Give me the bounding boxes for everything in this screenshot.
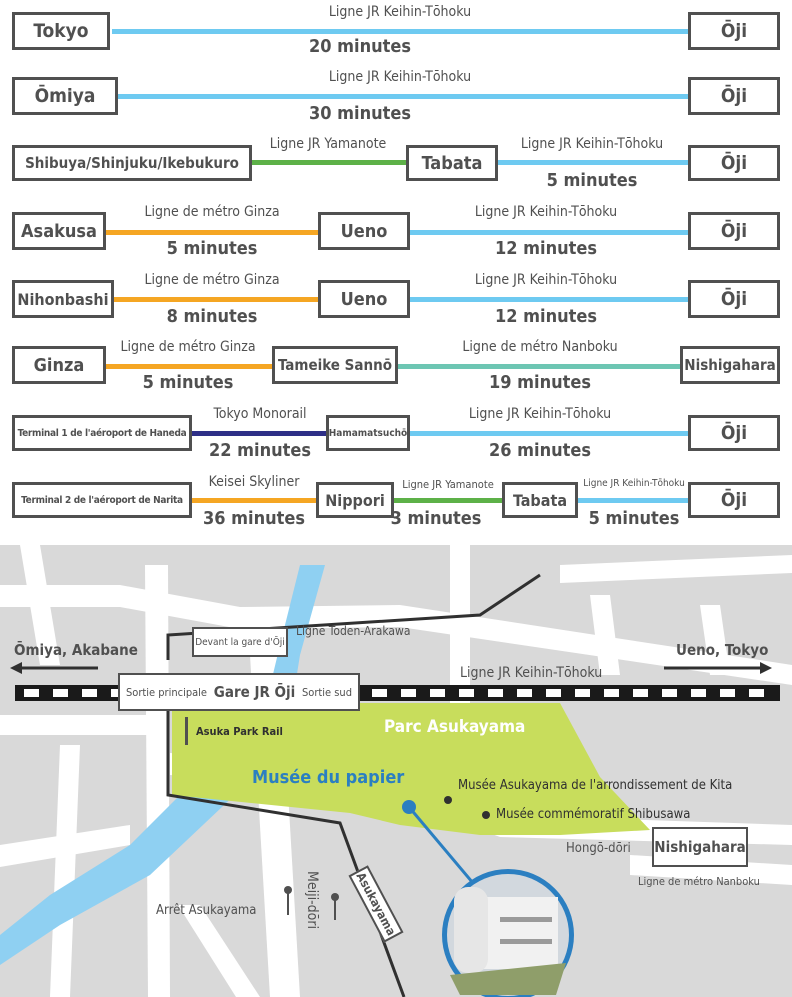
line-label: Tokyo Monorail <box>213 406 307 422</box>
track-tick <box>401 689 416 697</box>
area-map <box>0 545 792 997</box>
museum-tower <box>454 887 488 973</box>
travel-time: 5 minutes <box>166 238 258 259</box>
track-tick <box>546 689 561 697</box>
line-label: Keisei Skyliner <box>208 474 300 490</box>
station-oji: Ōji <box>688 415 780 451</box>
museum-window-band <box>500 939 552 944</box>
line-ginza <box>114 297 318 302</box>
station-ginza: Ginza <box>12 346 106 384</box>
exit-south: Sortie sud <box>302 685 352 699</box>
line-keihin-tohoku <box>410 431 688 436</box>
station-oji: Ōji <box>688 482 780 518</box>
museum-label: Musée du papier <box>252 767 405 788</box>
line-label: Ligne de métro Ginza <box>120 339 256 355</box>
asukayama-stop-label: Arrêt Asukayama <box>156 903 257 918</box>
road <box>145 565 170 997</box>
travel-time: 20 minutes <box>308 36 412 57</box>
station-ueno: Ueno <box>318 280 410 318</box>
travel-time: 5 minutes <box>546 170 638 191</box>
travel-time: 12 minutes <box>494 306 598 327</box>
jr-line-label: Ligne JR Keihin-Tōhoku <box>460 665 603 681</box>
park-rail-mark <box>185 717 188 745</box>
track-tick <box>430 689 445 697</box>
park-rail-label: Asuka Park Rail <box>196 725 283 738</box>
line-label: Ligne JR Keihin-Tōhoku <box>474 204 618 220</box>
museum-window-band <box>500 917 552 922</box>
travel-time: 19 minutes <box>488 372 592 393</box>
station-omiya: Ōmiya <box>12 77 118 115</box>
hongo-dori-label: Hongō-dōri <box>566 841 631 856</box>
line-keihin-tohoku <box>578 498 688 503</box>
station-name: Gare JR Ōji <box>213 683 296 701</box>
line-label: Ligne JR Keihin-Tōhoku <box>520 136 664 152</box>
museum-shibusawa-dot <box>482 811 490 819</box>
line-label: Ligne de métro Ginza <box>144 272 280 288</box>
asukayama-road-sign: Asukayama <box>348 865 403 942</box>
station-oji: Ōji <box>688 12 780 50</box>
travel-time: 5 minutes <box>142 372 234 393</box>
travel-time: 8 minutes <box>166 306 258 327</box>
line-label: Ligne JR Yamanote <box>269 136 387 152</box>
line-ginza <box>106 230 318 235</box>
travel-time: 3 minutes <box>390 508 482 529</box>
line-yamanote <box>394 498 502 503</box>
line-label: Ligne JR Keihin-Tōhoku <box>328 69 472 85</box>
station-tabata: Tabata <box>406 145 498 181</box>
station-tokyo: Tokyo <box>12 12 110 50</box>
track-tick <box>372 689 387 697</box>
line-keihin-tohoku <box>112 29 688 34</box>
line-keihin-tohoku <box>118 94 688 99</box>
line-label: Ligne JR Keihin-Tōhoku <box>583 478 685 489</box>
travel-time: 36 minutes <box>202 508 306 529</box>
bus-stop-head <box>331 893 339 901</box>
station-tameike-sanno: Tameike Sannō <box>272 346 398 384</box>
line-label: Ligne JR Yamanote <box>402 478 494 491</box>
track-tick <box>517 689 532 697</box>
park-label: Parc Asukayama <box>384 717 526 737</box>
museum-dot <box>402 800 416 814</box>
nanboku-line-label: Ligne de métro Nanboku <box>638 875 760 888</box>
station-oji: Ōji <box>688 145 780 181</box>
museum-kita-dot <box>444 796 452 804</box>
station-front-stop: Devant la gare d'Ōji <box>192 627 288 657</box>
travel-time: 30 minutes <box>308 103 412 124</box>
museum-kita-label: Musée Asukayama de l'arrondissement de Kita <box>458 778 733 793</box>
direction-east: Ueno, Tokyo <box>676 641 769 659</box>
travel-time: 22 minutes <box>208 440 312 461</box>
station-oji: Ōji <box>688 280 780 318</box>
line-yamanote <box>252 160 406 165</box>
track-tick <box>691 689 706 697</box>
station-nishigahara: Nishigahara <box>680 346 780 384</box>
exit-main: Sortie principale <box>126 685 208 699</box>
track-tick <box>662 689 677 697</box>
station-tabata: Tabata <box>502 482 578 518</box>
track-tick <box>459 689 474 697</box>
line-nanboku <box>398 364 680 369</box>
station-narita-terminal-2: Terminal 2 de l'aéroport de Narita <box>12 482 192 518</box>
direction-west: Ōmiya, Akabane <box>14 641 138 659</box>
bus-stop-head <box>284 886 292 894</box>
station-shibuya-shinjuku-ikebukuro: Shibuya/Shinjuku/Ikebukuro <box>12 145 252 181</box>
line-keisei-skyliner <box>192 498 316 503</box>
track-tick <box>604 689 619 697</box>
track-tick <box>633 689 648 697</box>
line-label: Ligne JR Keihin-Tōhoku <box>468 406 612 422</box>
station-ueno: Ueno <box>318 212 410 250</box>
track-tick <box>82 689 97 697</box>
station-oji: Ōji <box>688 77 780 115</box>
meiji-dori-label: Meiji-dōri <box>304 871 320 930</box>
line-keihin-tohoku <box>410 297 688 302</box>
track-tick <box>488 689 503 697</box>
station-nippori: Nippori <box>316 482 394 518</box>
line-label: Ligne JR Keihin-Tōhoku <box>474 272 618 288</box>
station-oji: Ōji <box>688 212 780 250</box>
line-label: Ligne de métro Ginza <box>144 204 280 220</box>
museum-shibusawa-label: Musée commémoratif Shibusawa <box>496 807 691 822</box>
station-asakusa: Asakusa <box>12 212 106 250</box>
toden-line-label: Ligne Toden-Arakawa <box>296 624 411 638</box>
line-monorail <box>192 431 326 436</box>
line-ginza <box>106 364 272 369</box>
nishigahara-station: Nishigahara <box>652 827 748 867</box>
travel-time: 12 minutes <box>494 238 598 259</box>
track-tick <box>53 689 68 697</box>
line-label: Ligne JR Keihin-Tōhoku <box>328 4 472 20</box>
travel-time: 5 minutes <box>588 508 680 529</box>
oji-station-box <box>118 673 360 711</box>
track-tick <box>749 689 764 697</box>
line-keihin-tohoku <box>410 230 688 235</box>
station-hamamatsucho: Hamamatsuchō <box>326 415 410 451</box>
line-keihin-tohoku <box>498 160 688 165</box>
station-haneda-terminal-1: Terminal 1 de l'aéroport de Haneda <box>12 415 192 451</box>
travel-time: 26 minutes <box>488 440 592 461</box>
track-tick <box>720 689 735 697</box>
station-nihonbashi: Nihonbashi <box>12 280 114 318</box>
track-tick <box>575 689 590 697</box>
road <box>0 715 160 735</box>
line-label: Ligne de métro Nanboku <box>462 339 618 355</box>
track-tick <box>24 689 39 697</box>
